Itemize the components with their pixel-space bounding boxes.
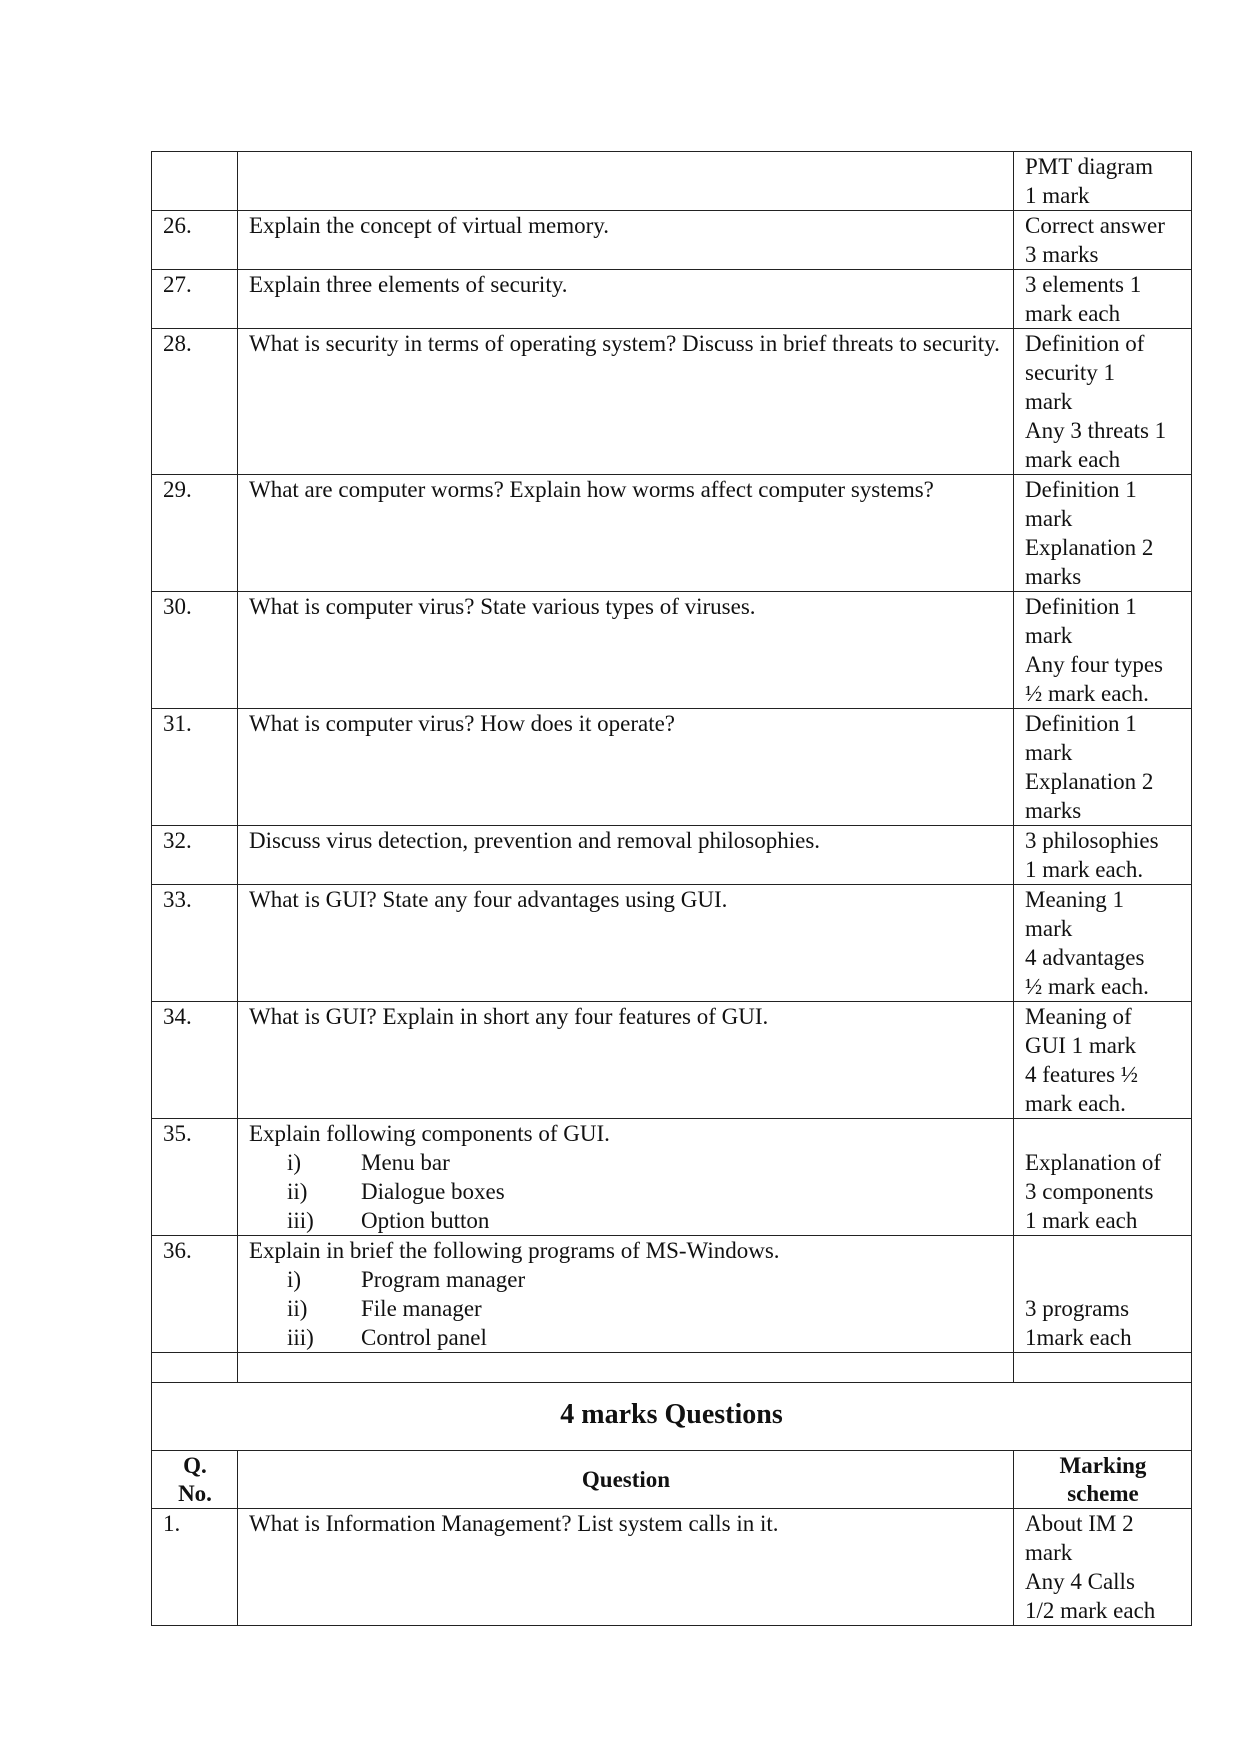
table-row	[152, 1002, 1192, 1119]
question-text: What are computer worms? Explain how worms affect computer systems?	[238, 475, 1014, 592]
question-text: What is GUI? Explain in short any four features of GUI.	[238, 1002, 1014, 1119]
marking-scheme: Definition 1 mark Any four types ½ mark each.	[1014, 592, 1192, 709]
section-title-row	[152, 1383, 1192, 1451]
header-question-number: Q. No.	[152, 1451, 238, 1509]
list-item-marker: i)	[287, 1150, 302, 1175]
question-text: What is security in terms of operating system? Discuss in brief threats to security.	[238, 329, 1014, 475]
list-item-text: Menu bar	[361, 1150, 450, 1175]
question-number: 1.	[152, 1509, 238, 1626]
list-item-text: Dialogue boxes	[361, 1179, 505, 1204]
table-row	[152, 885, 1192, 1002]
empty-cell	[1014, 1353, 1192, 1383]
question-number: 35.	[152, 1119, 238, 1236]
marking-scheme: 3 elements 1 mark each	[1014, 270, 1192, 329]
question-table	[151, 151, 1192, 1626]
question-number: 26.	[152, 211, 238, 270]
question-text: What is Information Management? List system calls in it.	[238, 1509, 1014, 1626]
list-item-text: Option button	[361, 1208, 490, 1233]
list-item	[249, 1177, 1003, 1206]
question-number: 33.	[152, 885, 238, 1002]
marking-scheme: 3 programs 1mark each	[1014, 1236, 1192, 1353]
table-row	[152, 270, 1192, 329]
question-number: 34.	[152, 1002, 238, 1119]
list-item	[249, 1206, 1003, 1235]
table-row	[152, 1236, 1192, 1353]
empty-cell	[238, 1353, 1014, 1383]
header-marking-scheme: Marking scheme	[1014, 1451, 1192, 1509]
marking-scheme: Correct answer 3 marks	[1014, 211, 1192, 270]
list-item	[249, 1265, 1003, 1294]
list-item	[249, 1294, 1003, 1323]
table-row	[152, 592, 1192, 709]
table-row	[152, 709, 1192, 826]
list-item-marker: ii)	[287, 1179, 308, 1204]
table-row	[152, 211, 1192, 270]
table-row	[152, 1509, 1192, 1626]
marking-scheme: Definition 1 mark Explanation 2 marks	[1014, 709, 1192, 826]
marking-scheme: PMT diagram 1 mark	[1014, 152, 1192, 211]
question-number: 28.	[152, 329, 238, 475]
question-text: What is computer virus? How does it operate?	[238, 709, 1014, 826]
question-text: What is computer virus? State various types of viruses.	[238, 592, 1014, 709]
empty-cell	[152, 1353, 238, 1383]
marking-scheme: Meaning of GUI 1 mark 4 features ½ mark each.	[1014, 1002, 1192, 1119]
header-question: Question	[238, 1451, 1014, 1509]
section-title: 4 marks Questions	[152, 1383, 1192, 1451]
sub-item-list	[249, 1265, 1003, 1352]
list-item-text: Control panel	[361, 1325, 487, 1350]
marking-scheme: 3 philosophies 1 mark each.	[1014, 826, 1192, 885]
marking-scheme: About IM 2 mark Any 4 Calls 1/2 mark each	[1014, 1509, 1192, 1626]
question-number	[152, 152, 238, 211]
list-item-marker: iii)	[287, 1325, 314, 1350]
question-text-with-list	[238, 1119, 1014, 1236]
marking-scheme: Definition 1 mark Explanation 2 marks	[1014, 475, 1192, 592]
list-item	[249, 1323, 1003, 1352]
question-text: Explain three elements of security.	[238, 270, 1014, 329]
table-row-empty	[152, 1353, 1192, 1383]
question-number: 36.	[152, 1236, 238, 1353]
question-number: 31.	[152, 709, 238, 826]
marking-scheme: Definition of security 1 mark Any 3 threats 1 mark each	[1014, 329, 1192, 475]
question-text: Discuss virus detection, prevention and removal philosophies.	[238, 826, 1014, 885]
sub-item-list	[249, 1148, 1003, 1235]
table-row-continued	[152, 152, 1192, 211]
table-row	[152, 826, 1192, 885]
list-item-marker: iii)	[287, 1208, 314, 1233]
list-item-marker: ii)	[287, 1296, 308, 1321]
question-number: 32.	[152, 826, 238, 885]
table-row	[152, 475, 1192, 592]
list-item-marker: i)	[287, 1267, 302, 1292]
list-item-text: File manager	[361, 1296, 482, 1321]
question-text-with-list	[238, 1236, 1014, 1353]
question-text: What is GUI? State any four advantages using GUI.	[238, 885, 1014, 1002]
header-row	[152, 1451, 1192, 1509]
question-text: Explain in brief the following programs of MS-Windows.	[249, 1238, 780, 1263]
table-row	[152, 329, 1192, 475]
list-item	[249, 1148, 1003, 1177]
question-number: 29.	[152, 475, 238, 592]
question-text	[238, 152, 1014, 211]
question-number: 27.	[152, 270, 238, 329]
question-number: 30.	[152, 592, 238, 709]
marking-scheme: Meaning 1 mark 4 advantages ½ mark each.	[1014, 885, 1192, 1002]
list-item-text: Program manager	[361, 1267, 526, 1292]
marking-scheme: Explanation of 3 components 1 mark each	[1014, 1119, 1192, 1236]
question-text: Explain following components of GUI.	[249, 1121, 610, 1146]
question-text: Explain the concept of virtual memory.	[238, 211, 1014, 270]
table-row	[152, 1119, 1192, 1236]
